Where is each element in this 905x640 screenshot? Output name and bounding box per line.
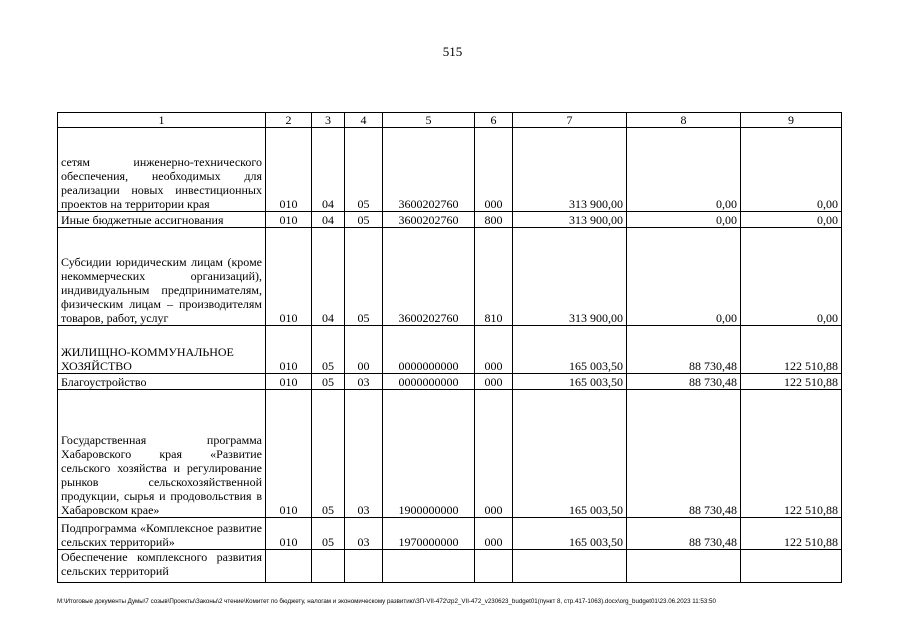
cell-section: 05 xyxy=(312,326,345,374)
row-name: сетям инженерно-технического обеспечения, необходимых для реализации новых инвестиционных проектов на территории края xyxy=(58,128,266,212)
cell-section: 05 xyxy=(312,390,345,518)
cell-amount-9: 122 510,88 xyxy=(741,518,842,550)
header-cell: 7 xyxy=(513,113,627,128)
page-number: 515 xyxy=(442,44,463,59)
cell-section xyxy=(312,550,345,583)
cell-subsection: 05 xyxy=(345,212,383,228)
document-footer-path: M:\Итоговые документы Думы\7 созыв\Проекты\Законы\2 чтение\Комитет по бюджету, налогам и экономическому развитию\ЗП-VII-472\zp2_VII-472_v230623_budget01(пункт 8, стр.417-1063).docx\org_budget01\23.06.2023 11:53:50 xyxy=(57,598,716,605)
cell-code: 010 xyxy=(266,212,312,228)
cell-amount-9: 122 510,88 xyxy=(741,390,842,518)
cell-amount-9: 122 510,88 xyxy=(741,326,842,374)
table-row xyxy=(58,212,842,228)
cell-amount-7: 313 900,00 xyxy=(513,128,627,212)
cell-code: 010 xyxy=(266,390,312,518)
cell-amount-7: 165 003,50 xyxy=(513,390,627,518)
cell-subsection: 03 xyxy=(345,374,383,390)
cell-code xyxy=(266,550,312,583)
row-name: Государственная программа Хабаровского края «Развитие сельского хозяйства и регулирование рынков сельскохозяйственной продукции, сырья и продовольствия в Хабаровском крае» xyxy=(58,390,266,518)
budget-table xyxy=(57,112,842,583)
cell-target: 0000000000 xyxy=(383,326,475,374)
cell-target: 3600202760 xyxy=(383,128,475,212)
cell-target: 3600202760 xyxy=(383,212,475,228)
cell-amount-7: 165 003,50 xyxy=(513,374,627,390)
cell-amount-7: 313 900,00 xyxy=(513,228,627,326)
cell-amount-9: 0,00 xyxy=(741,128,842,212)
row-name: Иные бюджетные ассигнования xyxy=(58,212,266,228)
cell-subsection: 03 xyxy=(345,390,383,518)
cell-code: 010 xyxy=(266,128,312,212)
cell-amount-7: 165 003,50 xyxy=(513,518,627,550)
cell-amount-9: 0,00 xyxy=(741,212,842,228)
cell-amount-9: 122 510,88 xyxy=(741,374,842,390)
cell-amount-8: 0,00 xyxy=(627,128,741,212)
row-name: Субсидии юридическим лицам (кроме некоммерческих организаций), индивидуальным предпринимателям, физическим лицам – производителям товаров, работ, услуг xyxy=(58,228,266,326)
table-row xyxy=(58,228,842,326)
cell-amount-7: 313 900,00 xyxy=(513,212,627,228)
cell-amount-8: 0,00 xyxy=(627,212,741,228)
row-name: ЖИЛИЩНО-КОММУНАЛЬНОЕ ХОЗЯЙСТВО xyxy=(58,326,266,374)
cell-type: 000 xyxy=(475,374,513,390)
table-row xyxy=(58,550,842,583)
cell-type: 000 xyxy=(475,128,513,212)
cell-code: 010 xyxy=(266,228,312,326)
header-cell: 9 xyxy=(741,113,842,128)
cell-amount-8: 88 730,48 xyxy=(627,390,741,518)
cell-target: 0000000000 xyxy=(383,374,475,390)
row-name: Обеспечение комплексного развития сельских территорий xyxy=(58,550,266,583)
header-cell: 5 xyxy=(383,113,475,128)
cell-section: 04 xyxy=(312,212,345,228)
row-name: Благоустройство xyxy=(58,374,266,390)
cell-amount-7: 165 003,50 xyxy=(513,326,627,374)
cell-target xyxy=(383,550,475,583)
header-cell: 4 xyxy=(345,113,383,128)
cell-type xyxy=(475,550,513,583)
cell-amount-8: 88 730,48 xyxy=(627,326,741,374)
cell-target: 1900000000 xyxy=(383,390,475,518)
cell-amount-8 xyxy=(627,550,741,583)
cell-amount-8: 0,00 xyxy=(627,228,741,326)
cell-amount-7 xyxy=(513,550,627,583)
cell-subsection: 03 xyxy=(345,518,383,550)
cell-type: 000 xyxy=(475,326,513,374)
cell-section: 04 xyxy=(312,128,345,212)
table-header-row xyxy=(58,113,842,128)
header-cell: 6 xyxy=(475,113,513,128)
table-row xyxy=(58,326,842,374)
header-cell: 1 xyxy=(58,113,266,128)
cell-amount-9: 0,00 xyxy=(741,228,842,326)
table-row xyxy=(58,518,842,550)
cell-code: 010 xyxy=(266,518,312,550)
table-row xyxy=(58,374,842,390)
row-name: Подпрограмма «Комплексное развитие сельских территорий» xyxy=(58,518,266,550)
cell-section: 05 xyxy=(312,374,345,390)
table-row xyxy=(58,390,842,518)
cell-type: 000 xyxy=(475,518,513,550)
cell-code: 010 xyxy=(266,374,312,390)
cell-section: 04 xyxy=(312,228,345,326)
header-cell: 2 xyxy=(266,113,312,128)
cell-type: 810 xyxy=(475,228,513,326)
cell-target: 3600202760 xyxy=(383,228,475,326)
cell-type: 800 xyxy=(475,212,513,228)
cell-subsection: 05 xyxy=(345,128,383,212)
cell-code: 010 xyxy=(266,326,312,374)
cell-amount-9 xyxy=(741,550,842,583)
cell-amount-8: 88 730,48 xyxy=(627,518,741,550)
cell-subsection xyxy=(345,550,383,583)
cell-type: 000 xyxy=(475,390,513,518)
cell-section: 05 xyxy=(312,518,345,550)
cell-amount-8: 88 730,48 xyxy=(627,374,741,390)
cell-target: 1970000000 xyxy=(383,518,475,550)
table-row xyxy=(58,128,842,212)
cell-subsection: 05 xyxy=(345,228,383,326)
header-cell: 8 xyxy=(627,113,741,128)
cell-subsection: 00 xyxy=(345,326,383,374)
header-cell: 3 xyxy=(312,113,345,128)
